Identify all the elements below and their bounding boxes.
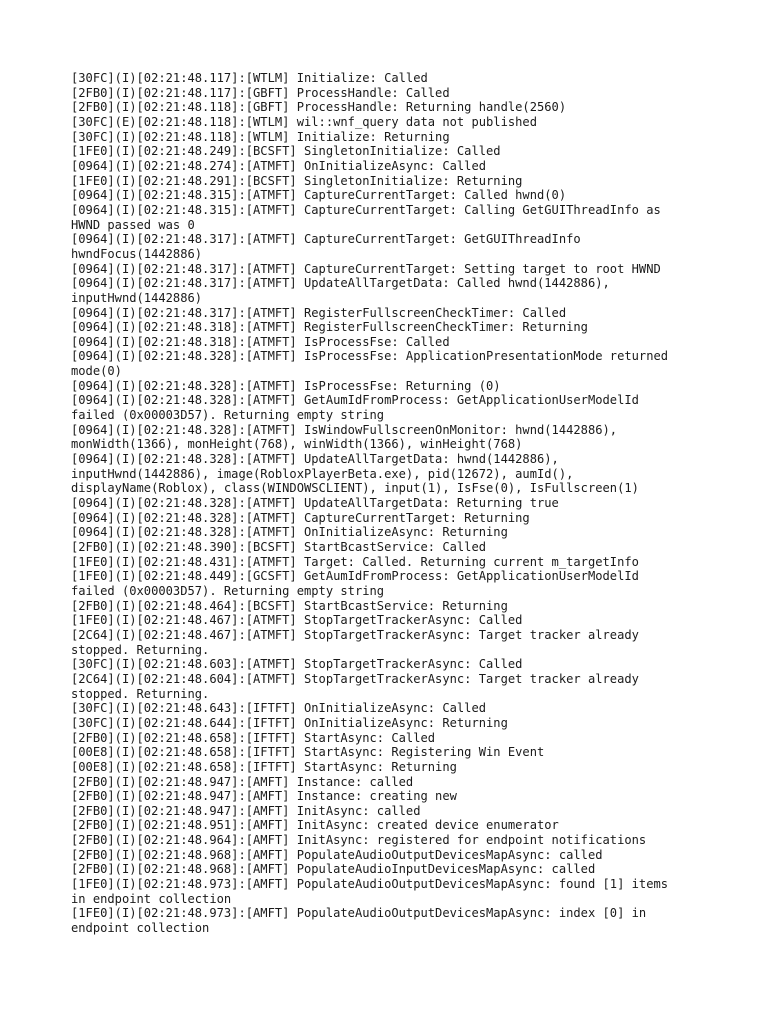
log-line: [1FE0](I)[02:21:48.431]:[ATMFT] Target: Called. Returning current m_targetInfo xyxy=(71,554,639,569)
log-line: inputHwnd(1442886) xyxy=(71,290,203,305)
log-line: [30FC](E)[02:21:48.118]:[WTLM] wil::wnf_query data not published xyxy=(71,114,537,129)
log-line: [30FC](I)[02:21:48.117]:[WTLM] Initialize: Called xyxy=(71,71,428,85)
log-line: [0964](I)[02:21:48.317]:[ATMFT] UpdateAllTargetData: Called hwnd(1442886), xyxy=(71,276,610,291)
log-line: [2FB0](I)[02:21:48.951]:[AMFT] InitAsync: created device enumerator xyxy=(71,818,559,833)
log-line: stopped. Returning. xyxy=(71,686,210,701)
log-line: [1FE0](I)[02:21:48.467]:[ATMFT] StopTargetTrackerAsync: Called xyxy=(71,613,523,628)
log-line: [0964](I)[02:21:48.317]:[ATMFT] CaptureCurrentTarget: GetGUIThreadInfo xyxy=(71,232,581,247)
log-line: [0964](I)[02:21:48.274]:[ATMFT] OnInitializeAsync: Called xyxy=(71,158,487,173)
log-line: [0964](I)[02:21:48.328]:[ATMFT] IsProcessFse: ApplicationPresentationMode returned xyxy=(71,349,669,364)
log-line: in endpoint collection xyxy=(71,891,232,906)
log-line: [0964](I)[02:21:48.328]:[ATMFT] GetAumIdFromProcess: GetApplicationUserModelId xyxy=(71,393,639,408)
log-line: [0964](I)[02:21:48.328]:[ATMFT] UpdateAllTargetData: hwnd(1442886), xyxy=(71,452,559,467)
log-line: [2FB0](I)[02:21:48.464]:[BCSFT] StartBcastService: Returning xyxy=(71,598,508,613)
log-line: endpoint collection xyxy=(71,921,210,936)
log-line: [2FB0](I)[02:21:48.947]:[AMFT] Instance: called xyxy=(71,774,414,789)
log-line: [0964](I)[02:21:48.328]:[ATMFT] IsProcessFse: Returning (0) xyxy=(71,378,501,393)
log-line: hwndFocus(1442886) xyxy=(71,246,203,261)
log-line: [1FE0](I)[02:21:48.449]:[GCSFT] GetAumIdFromProcess: GetApplicationUserModelId xyxy=(71,569,639,584)
log-line: [30FC](I)[02:21:48.643]:[IFTFT] OnInitializeAsync: Called xyxy=(71,701,487,716)
log-line: HWND passed was 0 xyxy=(71,217,195,232)
log-line: [2FB0](I)[02:21:48.968]:[AMFT] PopulateAudioInputDevicesMapAsync: called xyxy=(71,862,596,877)
log-line: [2FB0](I)[02:21:48.658]:[IFTFT] StartAsync: Called xyxy=(71,730,436,745)
log-line: [00E8](I)[02:21:48.658]:[IFTFT] StartAsync: Returning xyxy=(71,759,457,774)
log-line: [1FE0](I)[02:21:48.291]:[BCSFT] SingletonInitialize: Returning xyxy=(71,173,523,188)
log-line: [1FE0](I)[02:21:48.973]:[AMFT] PopulateAudioOutputDevicesMapAsync: found [1] items xyxy=(71,877,669,892)
log-line: [0964](I)[02:21:48.315]:[ATMFT] CaptureCurrentTarget: Called hwnd(0) xyxy=(71,188,567,203)
log-line: [0964](I)[02:21:48.318]:[ATMFT] IsProcessFse: Called xyxy=(71,334,450,349)
log-line: failed (0x00003D57). Returning empty string xyxy=(71,408,385,423)
log-line: [2FB0](I)[02:21:48.390]:[BCSFT] StartBcastService: Called xyxy=(71,540,487,554)
log-line: mode(0) xyxy=(71,364,122,379)
log-line: [0964](I)[02:21:48.317]:[ATMFT] RegisterFullscreenCheckTimer: Called xyxy=(71,305,567,320)
log-line: monWidth(1366), monHeight(768), winWidth(1366), winHeight(768) xyxy=(71,437,523,452)
document-page xyxy=(71,71,701,936)
log-line: [0964](I)[02:21:48.328]:[ATMFT] UpdateAllTargetData: Returning true xyxy=(71,496,559,511)
log-line: [00E8](I)[02:21:48.658]:[IFTFT] StartAsync: Registering Win Event xyxy=(71,745,545,760)
log-line: [2C64](I)[02:21:48.467]:[ATMFT] StopTargetTrackerAsync: Target tracker already xyxy=(71,627,639,642)
log-line: [2FB0](I)[02:21:48.117]:[GBFT] ProcessHandle: Called xyxy=(71,85,450,100)
log-line: [0964](I)[02:21:48.317]:[ATMFT] CaptureCurrentTarget: Setting target to root HWND xyxy=(71,261,661,276)
log-line: [0964](I)[02:21:48.318]:[ATMFT] RegisterFullscreenCheckTimer: Returning xyxy=(71,320,588,335)
log-line: [2C64](I)[02:21:48.604]:[ATMFT] StopTargetTrackerAsync: Target tracker already xyxy=(71,671,639,686)
log-line: [0964](I)[02:21:48.328]:[ATMFT] OnInitializeAsync: Returning xyxy=(71,525,508,540)
log-line: displayName(Roblox), class(WINDOWSCLIENT), input(1), IsFse(0), IsFullscreen(1) xyxy=(71,481,639,496)
log-line: inputHwnd(1442886), image(RobloxPlayerBeta.exe), pid(12672), aumId(), xyxy=(71,466,574,481)
log-line: [30FC](I)[02:21:48.118]:[WTLM] Initialize: Returning xyxy=(71,129,450,144)
log-line: [0964](I)[02:21:48.328]:[ATMFT] IsWindowFullscreenOnMonitor: hwnd(1442886), xyxy=(71,422,618,437)
log-line: stopped. Returning. xyxy=(71,642,210,657)
log-line: [2FB0](I)[02:21:48.964]:[AMFT] InitAsync: registered for endpoint notifications xyxy=(71,833,647,848)
log-line: [1FE0](I)[02:21:48.249]:[BCSFT] SingletonInitialize: Called xyxy=(71,144,501,159)
log-line: [2FB0](I)[02:21:48.947]:[AMFT] Instance: creating new xyxy=(71,789,457,804)
log-line: [2FB0](I)[02:21:48.118]:[GBFT] ProcessHandle: Returning handle(2560) xyxy=(71,100,567,115)
log-line: [2FB0](I)[02:21:48.947]:[AMFT] InitAsync: called xyxy=(71,803,421,818)
log-line: [0964](I)[02:21:48.328]:[ATMFT] CaptureCurrentTarget: Returning xyxy=(71,510,530,525)
log-line: [30FC](I)[02:21:48.644]:[IFTFT] OnInitializeAsync: Returning xyxy=(71,715,508,730)
log-line: [0964](I)[02:21:48.315]:[ATMFT] CaptureCurrentTarget: Calling GetGUIThreadInfo as xyxy=(71,202,661,217)
log-text-block xyxy=(71,71,701,936)
log-line: [2FB0](I)[02:21:48.968]:[AMFT] PopulateAudioOutputDevicesMapAsync: called xyxy=(71,847,603,862)
log-line: failed (0x00003D57). Returning empty string xyxy=(71,583,385,598)
log-line: [30FC](I)[02:21:48.603]:[ATMFT] StopTargetTrackerAsync: Called xyxy=(71,657,523,672)
log-line: [1FE0](I)[02:21:48.973]:[AMFT] PopulateAudioOutputDevicesMapAsync: index [0] in xyxy=(71,906,647,921)
